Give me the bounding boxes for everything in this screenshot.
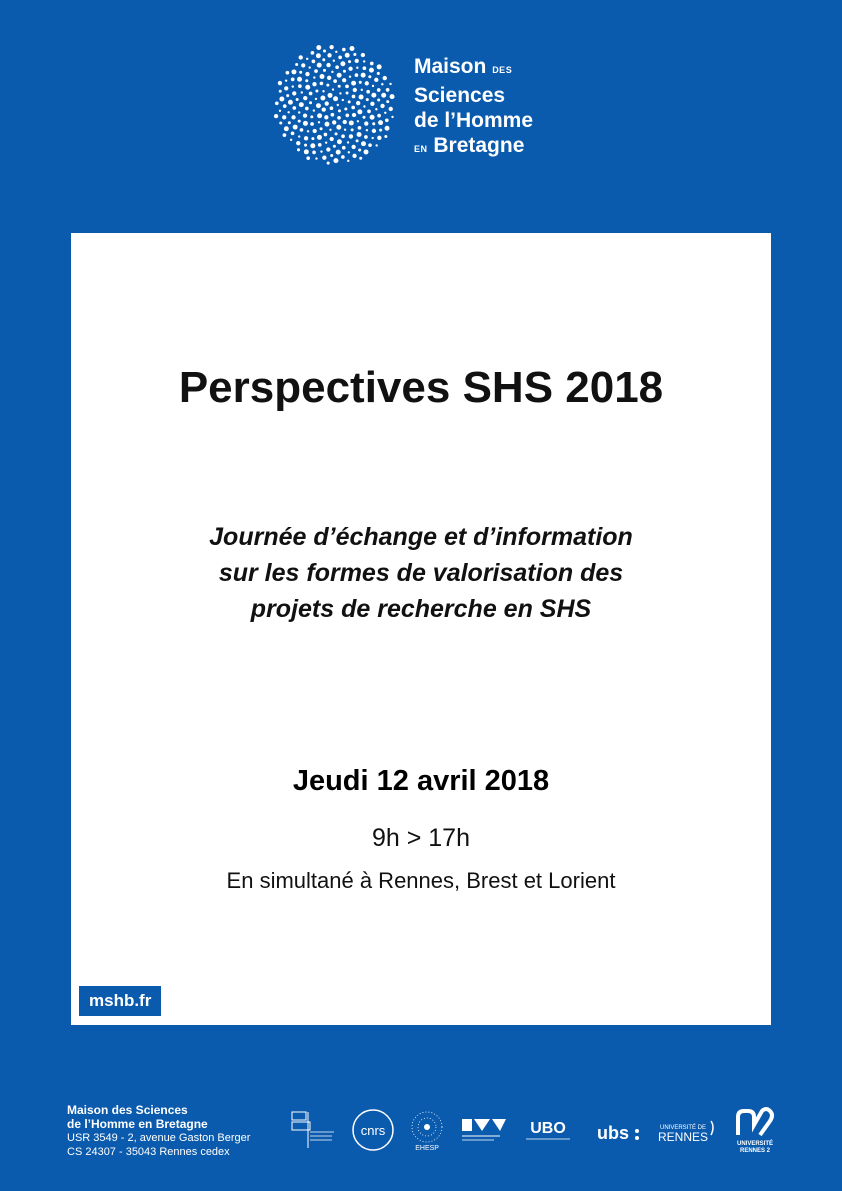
- sphere-dot: [370, 115, 375, 120]
- svg-text:UBO: UBO: [530, 1120, 567, 1137]
- sphere-dot: [347, 160, 349, 162]
- sphere-dot: [353, 53, 356, 56]
- event-subtitle: [71, 519, 771, 627]
- sphere-dot: [349, 134, 353, 138]
- svg-text:UNIVERSITÉ: UNIVERSITÉ: [736, 1141, 773, 1147]
- sphere-dot: [348, 60, 351, 63]
- sphere-dot: [323, 49, 326, 52]
- footer-name-line2: de l’Homme en Bretagne: [67, 1117, 208, 1131]
- svg-text:UNIVERSITÉ DE: UNIVERSITÉ DE: [660, 1125, 707, 1131]
- sphere-dot: [312, 82, 316, 86]
- sphere-dot: [324, 133, 328, 137]
- sphere-dot: [372, 122, 375, 125]
- sphere-dot: [316, 103, 321, 108]
- sphere-dot: [379, 129, 382, 132]
- sphere-dot: [320, 127, 323, 130]
- sphere-dot: [337, 139, 342, 144]
- sphere-dot: [386, 88, 390, 92]
- sphere-dot: [336, 150, 341, 155]
- sphere-dot: [364, 135, 368, 139]
- sphere-dot: [364, 150, 369, 155]
- sphere-dot: [333, 145, 336, 148]
- sphere-dot: [361, 141, 366, 146]
- sphere-dot: [361, 89, 363, 91]
- sphere-dot: [285, 79, 287, 81]
- sphere-dot: [347, 141, 349, 143]
- sphere-dot: [298, 120, 301, 123]
- sphere-dot: [296, 141, 300, 145]
- sphere-dot: [283, 104, 287, 108]
- sphere-dot: [358, 149, 361, 152]
- sphere-dot: [368, 75, 371, 78]
- sphere-dot: [368, 143, 372, 147]
- sphere-dot: [279, 90, 282, 93]
- sphere-dot: [359, 157, 362, 160]
- sphere-dot: [350, 46, 355, 51]
- sphere-dot: [324, 115, 328, 119]
- sphere-dot: [377, 98, 380, 101]
- sphere-dot: [305, 79, 308, 82]
- sphere-dot: [357, 132, 362, 137]
- sphere-dot: [286, 71, 290, 75]
- brand-line1: Maison: [414, 55, 487, 78]
- sphere-dot: [345, 84, 349, 88]
- subtitle-line1: Journée d’échange et d’information: [209, 523, 633, 551]
- sphere-dot: [322, 90, 324, 92]
- brand-line2: Sciences: [414, 84, 506, 107]
- sphere-dot: [320, 96, 325, 101]
- rnmsh-logo: [288, 1108, 338, 1152]
- sphere-dot: [385, 118, 389, 122]
- sphere-dot: [333, 96, 338, 101]
- sphere-dot: [320, 150, 322, 152]
- sphere-dot: [371, 137, 373, 139]
- sphere-dot: [304, 149, 309, 154]
- sphere-dot: [288, 121, 291, 124]
- sphere-dot: [369, 68, 374, 73]
- event-title: Perspectives SHS 2018: [178, 363, 664, 412]
- sphere-dot: [330, 106, 334, 110]
- svg-text:ubs: ubs: [596, 1123, 629, 1143]
- sphere-dot: [384, 112, 386, 114]
- rennes2-logo: [732, 1107, 778, 1153]
- sphere-dot: [389, 107, 393, 111]
- sphere-dot: [315, 157, 317, 159]
- sphere-dot: [383, 76, 387, 80]
- sphere-dot: [361, 73, 366, 78]
- sphere-dot: [322, 58, 325, 61]
- sphere-dot: [341, 155, 345, 159]
- sphere-dot: [327, 76, 331, 80]
- sphere-dot: [279, 97, 284, 102]
- sphere-dot: [351, 145, 355, 149]
- sphere-dot: [363, 66, 367, 70]
- sphere-dot: [298, 111, 300, 113]
- sphere-dot: [329, 45, 333, 49]
- sphere-dot: [338, 56, 342, 60]
- sphere-dot: [367, 110, 371, 114]
- sphere-dot: [322, 107, 326, 111]
- sphere-dot: [337, 116, 341, 120]
- sphere-dot: [315, 98, 317, 100]
- sphere-dot: [365, 81, 369, 85]
- sphere-dot: [299, 55, 303, 59]
- sphere-dot: [342, 99, 344, 101]
- sphere-dot: [327, 53, 331, 57]
- sphere-dot: [331, 113, 335, 117]
- sphere-dot: [381, 93, 386, 98]
- sphere-dot: [351, 106, 355, 110]
- sphere-dot: [290, 139, 292, 141]
- sphere-dot: [346, 91, 349, 94]
- sphere-dot: [317, 113, 322, 118]
- sphere-dot: [389, 83, 391, 85]
- sphere-dot: [309, 101, 312, 104]
- sphere-dot: [297, 77, 302, 82]
- sphere-dot: [310, 143, 315, 148]
- ehesp-label: EHESP: [415, 1144, 439, 1152]
- sphere-dot: [356, 101, 360, 105]
- sphere-dot: [345, 53, 350, 58]
- sphere-dot: [318, 121, 320, 123]
- sphere-dot: [295, 63, 298, 66]
- sphere-dot: [304, 144, 307, 147]
- sphere-dot: [348, 100, 351, 103]
- sphere-dot: [366, 98, 369, 101]
- sphere-dot: [343, 70, 346, 73]
- sphere-dot: [310, 122, 314, 126]
- event-card: [71, 233, 771, 1025]
- event-hours: 9h > 17h: [371, 824, 470, 852]
- sphere-dot: [306, 156, 310, 160]
- sphere-dot: [338, 85, 341, 88]
- sphere-dot: [349, 120, 354, 125]
- event-date: Jeudi 12 avril 2018: [292, 765, 550, 797]
- sphere-dot: [292, 106, 296, 110]
- sphere-dot: [337, 73, 342, 78]
- sphere-dot: [363, 116, 366, 119]
- sphere-dot: [333, 158, 338, 163]
- sphere-dot: [275, 101, 279, 105]
- brand-line1-small: DES: [492, 65, 513, 75]
- website-link[interactable]: mshb.fr: [79, 986, 161, 1016]
- sphere-dot: [292, 91, 296, 95]
- sphere-dot: [330, 154, 333, 157]
- sphere-dot: [291, 115, 295, 119]
- sphere-dot: [298, 135, 300, 137]
- mshb-logo: [270, 40, 590, 170]
- sphere-dot: [328, 93, 333, 98]
- sphere-dot: [361, 53, 365, 57]
- sphere-dot: [386, 100, 389, 103]
- sphere-dot: [322, 156, 326, 160]
- sphere-dot: [313, 129, 317, 133]
- ubs-logo: [589, 1113, 641, 1147]
- sphere-dot: [344, 129, 346, 131]
- sphere-dot: [342, 146, 346, 150]
- sphere-dot: [314, 69, 318, 73]
- sphere-dot: [316, 53, 321, 58]
- sphere-dot: [323, 69, 326, 72]
- sphere-dot: [358, 126, 362, 130]
- sphere-dot: [359, 94, 364, 99]
- sphere-dot: [299, 102, 304, 107]
- sphere-dot: [288, 100, 293, 105]
- sphere-dot: [375, 108, 377, 110]
- sphere-dot: [390, 94, 395, 99]
- sphere-dot: [384, 135, 387, 138]
- sphere-dot: [345, 114, 349, 118]
- sphere-dot: [274, 114, 278, 118]
- sphere-dot: [333, 79, 337, 83]
- sphere-dot: [366, 129, 368, 131]
- universite-rennes-logo: [653, 1113, 719, 1147]
- sphere-dot: [279, 122, 282, 125]
- sphere-dot: [317, 135, 322, 140]
- sphere-dot: [306, 58, 308, 60]
- sphere-dot: [301, 91, 303, 93]
- sphere-dot: [351, 81, 356, 86]
- sphere-dot: [356, 67, 358, 69]
- sphere-dot: [311, 137, 314, 140]
- sphere-dot: [374, 78, 378, 82]
- sphere-dot: [326, 147, 330, 151]
- sphere-dot: [297, 148, 300, 151]
- subtitle-line3: projets de recherche en SHS: [250, 595, 592, 623]
- sphere-dot: [313, 109, 315, 111]
- partner-logos: [288, 1104, 778, 1156]
- sphere-dot: [344, 107, 347, 110]
- sphere-dot: [335, 132, 338, 135]
- sphere-dot: [305, 85, 310, 90]
- sphere-dot: [370, 62, 374, 66]
- sphere-dot: [357, 120, 359, 122]
- sphere-dot: [320, 74, 325, 79]
- sphere-dot: [335, 51, 337, 53]
- sphere-dot: [359, 81, 362, 84]
- sphere-dot: [375, 144, 377, 146]
- sphere-dot: [320, 82, 324, 86]
- sphere-dot: [309, 92, 313, 96]
- sphere-dot: [336, 125, 341, 130]
- sphere-dot: [377, 72, 380, 75]
- sphere-dot: [352, 154, 356, 158]
- sphere-dot: [366, 90, 370, 94]
- sphere-dot: [303, 121, 308, 126]
- sphere-dot: [278, 81, 282, 85]
- sphere-dot: [282, 115, 286, 119]
- sphere-dot: [327, 162, 330, 165]
- event-place: En simultané à Rennes, Brest et Lorient: [226, 868, 616, 893]
- subtitle-line2: sur les formes de valorisation des: [218, 559, 624, 587]
- sphere-dot: [370, 102, 374, 106]
- sphere-dot: [377, 64, 382, 69]
- sphere-dot: [377, 136, 381, 140]
- sphere-dot: [325, 122, 330, 127]
- sphere-dot: [307, 130, 309, 132]
- sphere-dot: [337, 104, 339, 106]
- sphere-dot: [381, 83, 383, 85]
- footer-address-line1: USR 3549 - 2, avenue Gaston Berger: [67, 1132, 251, 1144]
- brand-line4: Bretagne: [433, 134, 525, 157]
- sphere-dot: [312, 60, 316, 64]
- sphere-dot: [352, 113, 356, 117]
- sphere-dot: [332, 120, 336, 124]
- sphere-dot: [348, 151, 350, 153]
- sphere-dot: [287, 111, 289, 113]
- sphere-dot: [291, 69, 296, 74]
- ubo-logo: [520, 1115, 576, 1145]
- svg-text:cnrs: cnrs: [360, 1123, 385, 1138]
- sphere-dot: [357, 109, 362, 114]
- sphere-dot: [284, 126, 289, 131]
- sphere-dot: [309, 66, 311, 68]
- sphere-dot: [338, 109, 341, 112]
- sphere-dot: [284, 86, 288, 90]
- sphere-dot: [312, 151, 316, 155]
- sphere-dot: [283, 133, 287, 137]
- sphere-dot: [378, 120, 383, 125]
- sphere-dot: [316, 45, 321, 50]
- sphere-dot: [340, 61, 345, 66]
- sphere-dot: [310, 115, 313, 118]
- sphere-dot: [372, 85, 374, 87]
- sphere-dot: [335, 65, 339, 69]
- sphere-dot: [364, 121, 368, 125]
- sphere-dot: [293, 125, 298, 130]
- sphere-dot: [363, 60, 365, 62]
- sphere-dot: [291, 78, 295, 82]
- sphere-dot: [326, 63, 330, 67]
- sphere-dot: [341, 134, 345, 138]
- dot-sphere-icon: [270, 40, 400, 170]
- sphere-dot: [326, 84, 329, 87]
- sphere-dot: [377, 88, 381, 92]
- footer-name-line1: Maison des Sciences: [67, 1103, 188, 1117]
- sphere-dot: [331, 71, 333, 73]
- sphere-dot: [333, 59, 335, 61]
- sphere-dot: [343, 120, 347, 124]
- sphere-dot: [385, 126, 390, 131]
- sphere-dot: [291, 131, 295, 135]
- brand-name: [414, 54, 533, 162]
- sphere-dot: [279, 110, 281, 112]
- sphere-dot: [296, 98, 299, 101]
- sphere-dot: [303, 96, 307, 100]
- sphere-dot: [349, 76, 351, 78]
- cnrs-logo: [351, 1108, 395, 1152]
- sphere-dot: [329, 129, 331, 131]
- sphere-dot: [305, 107, 309, 111]
- sphere-dot: [391, 116, 393, 118]
- sphere-dot: [351, 128, 354, 131]
- sphere-dot: [305, 72, 309, 76]
- sphere-dot: [355, 59, 359, 63]
- imt-atlantique-logo: [460, 1115, 508, 1145]
- footer-address: [67, 1103, 250, 1159]
- sphere-dot: [292, 85, 294, 87]
- ehesp-logo: [407, 1109, 447, 1152]
- sphere-dot: [317, 63, 322, 68]
- svg-text:RENNES: RENNES: [658, 1130, 709, 1144]
- sphere-dot: [355, 73, 359, 77]
- sphere-dot: [315, 89, 318, 92]
- sphere-dot: [325, 141, 327, 143]
- sphere-dot: [298, 84, 302, 88]
- sphere-dot: [372, 129, 376, 133]
- sphere-dot: [348, 67, 352, 71]
- sphere-dot: [325, 101, 329, 105]
- brand-line3: de l’Homme: [414, 109, 534, 132]
- sphere-dot: [332, 88, 334, 90]
- brand-line4-small: EN: [414, 144, 428, 154]
- sphere-dot: [352, 95, 356, 99]
- sphere-dot: [301, 63, 305, 67]
- sphere-dot: [330, 137, 334, 141]
- sphere-dot: [299, 71, 302, 74]
- sphere-dot: [363, 105, 365, 107]
- sphere-dot: [342, 78, 346, 82]
- sphere-dot: [356, 139, 359, 142]
- svg-text:RENNES 2: RENNES 2: [739, 1148, 770, 1153]
- sphere-dot: [286, 94, 289, 97]
- sphere-dot: [339, 92, 341, 94]
- sphere-dot: [303, 113, 307, 117]
- sphere-dot: [380, 104, 384, 108]
- sphere-dot: [371, 93, 376, 98]
- sphere-dot: [304, 136, 308, 140]
- sphere-dot: [377, 114, 381, 118]
- sphere-dot: [353, 88, 357, 92]
- sphere-dot: [300, 128, 304, 132]
- sphere-dot: [311, 51, 315, 55]
- sphere-dot: [313, 76, 315, 78]
- sphere-dot: [318, 143, 322, 147]
- sphere-dot: [342, 48, 346, 52]
- footer-address-line2: CS 24307 - 35043 Rennes cedex: [67, 1146, 230, 1158]
